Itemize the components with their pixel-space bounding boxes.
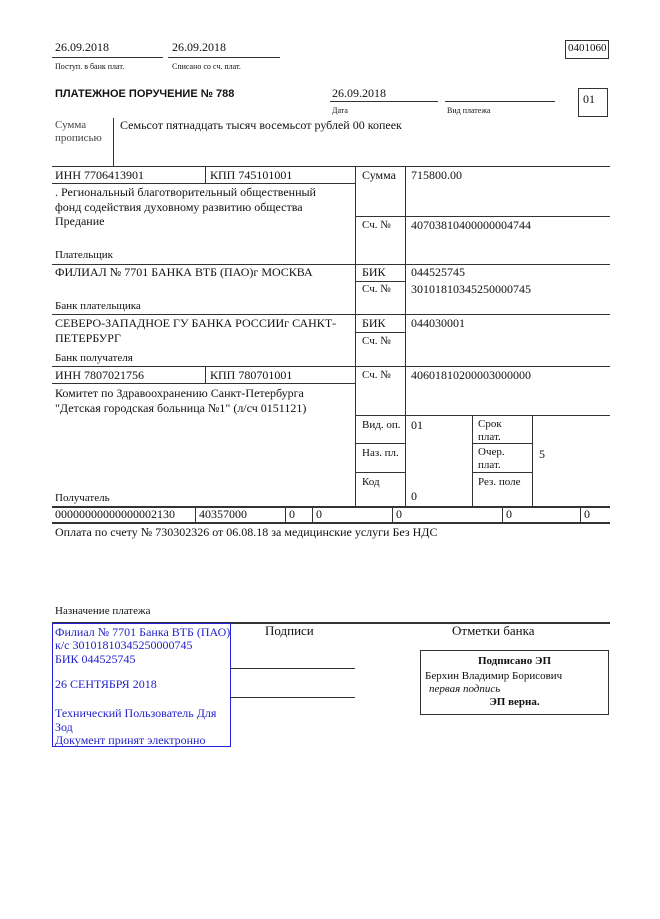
amount: 715800.00 <box>411 168 462 182</box>
payment-purpose-label: Назначение платежа <box>55 605 151 617</box>
date-debited: 26.09.2018 <box>172 40 226 54</box>
date-debited-label: Списано со сч. плат. <box>172 62 241 71</box>
payer-bank-label: Банк плательщика <box>55 300 141 312</box>
tax-field: 0 <box>289 507 295 521</box>
divider <box>113 118 114 166</box>
payer-bank-bik-label: БИК <box>362 265 386 279</box>
payee-bank-label: Банк получателя <box>55 352 133 364</box>
signature-box <box>420 650 609 715</box>
payer-kpp: КПП 745101001 <box>210 168 293 182</box>
payee-bank-bik: 044030001 <box>411 316 465 330</box>
payer-bank-name: ФИЛИАЛ № 7701 БАНКА ВТБ (ПАО)г МОСКВА <box>55 265 313 279</box>
amount-label: Сумма <box>362 168 396 182</box>
payee-bank-name: СЕВЕРО-ЗАПАДНОЕ ГУ БАНКА РОССИИг САНКТ- <box>55 316 337 330</box>
payer-account: 40703810400000004744 <box>411 218 531 232</box>
status-box <box>578 88 608 117</box>
op-type-label: Вид. оп. <box>362 419 401 431</box>
payment-type-label: Вид платежа <box>447 106 491 115</box>
stamp-line: БИК 044525745 <box>55 652 136 666</box>
tax-field: 0 <box>584 507 590 521</box>
divider <box>330 101 438 102</box>
stamp-line: 26 СЕНТЯБРЯ 2018 <box>55 677 157 691</box>
signature-title: Подписано ЭП <box>477 655 552 667</box>
date: 26.09.2018 <box>332 86 386 100</box>
amount-words-label: Сумма <box>55 119 87 131</box>
divider <box>52 57 163 58</box>
reserve-label: Рез. поле <box>478 476 521 488</box>
term-label-2: плат. <box>478 431 501 443</box>
amount-words-label-2: прописью <box>55 132 102 144</box>
payer-inn: ИНН 7706413901 <box>55 168 144 182</box>
tax-field: 0 <box>396 507 402 521</box>
code: 0 <box>411 489 417 503</box>
tax-field: 40357000 <box>199 507 247 521</box>
payee-inn: ИНН 7807021756 <box>55 368 144 382</box>
term-label: Срок <box>478 418 502 430</box>
priority: 5 <box>539 447 545 461</box>
signer-role: первая подпись <box>429 683 501 695</box>
tax-field: 0 <box>316 507 322 521</box>
code-label: Код <box>362 476 380 488</box>
payer-bank-bik: 044525745 <box>411 265 465 279</box>
payer-bank-account: 30101810345250000745 <box>411 282 531 296</box>
tax-field: 00000000000000002130 <box>55 507 175 521</box>
bank-stamp <box>52 623 231 747</box>
form-code: 0401060 <box>568 42 607 54</box>
signer-name: Берхин Владимир Борисович <box>425 670 563 682</box>
date-label: Дата <box>332 106 348 115</box>
op-type: 01 <box>411 418 423 432</box>
payer-name: . Региональный благотворительный общественный <box>55 185 316 199</box>
priority-label-2: плат. <box>478 459 501 471</box>
payer-bank-account-label: Сч. № <box>362 283 391 295</box>
tax-field: 0 <box>506 507 512 521</box>
payee-bank-name-2: ПЕТЕРБУРГ <box>55 331 121 345</box>
payee-bank-account-label: Сч. № <box>362 335 391 347</box>
stamp-line: Филиал № 7701 Банка ВТБ (ПАО) <box>55 625 231 639</box>
payee-kpp: КПП 780701001 <box>210 368 293 382</box>
page-title: ПЛАТЕЖНОЕ ПОРУЧЕНИЕ № 788 <box>55 88 235 100</box>
form-code-box <box>565 40 609 59</box>
stamp-line: Документ принят электронно <box>55 733 206 747</box>
signature-verified: ЭП верна. <box>489 696 540 708</box>
bank-marks-label: Отметки банка <box>452 623 535 638</box>
payer-name-2: фонд содействия духовному развитию общества <box>55 200 303 214</box>
payee-name-2: "Детская городская больница №1" (л/сч 0151121) <box>55 401 307 415</box>
payer-label: Плательщик <box>55 249 113 261</box>
signatures-label: Подписи <box>265 623 314 638</box>
payee-label: Получатель <box>55 492 110 504</box>
date-received: 26.09.2018 <box>55 40 109 54</box>
payee-bank-bik-label: БИК <box>362 316 386 330</box>
payment-purpose: Оплата по счету № 730302326 от 06.08.18 за медицинские услуги Без НДС <box>55 525 438 539</box>
stamp-line: Зод <box>55 720 73 734</box>
status-code: 01 <box>583 92 595 106</box>
stamp-line: Технический Пользователь Для <box>55 706 217 720</box>
payee-account: 40601810200003000000 <box>411 368 531 382</box>
payer-account-label: Сч. № <box>362 219 391 231</box>
amount-words: Семьсот пятнадцать тысяч восемьсот рублей 00 копеек <box>120 118 402 132</box>
divider <box>445 101 555 102</box>
date-received-label: Поступ. в банк плат. <box>55 62 125 71</box>
priority-label: Очер. <box>478 446 505 458</box>
payee-account-label: Сч. № <box>362 369 391 381</box>
payer-name-3: Предание <box>55 214 105 228</box>
divider <box>168 57 280 58</box>
purpose-code-label: Наз. пл. <box>362 447 399 459</box>
stamp-line: к/с 30101810345250000745 <box>55 638 193 652</box>
payee-name: Комитет по Здравоохранению Санкт-Петербурга <box>55 386 304 400</box>
